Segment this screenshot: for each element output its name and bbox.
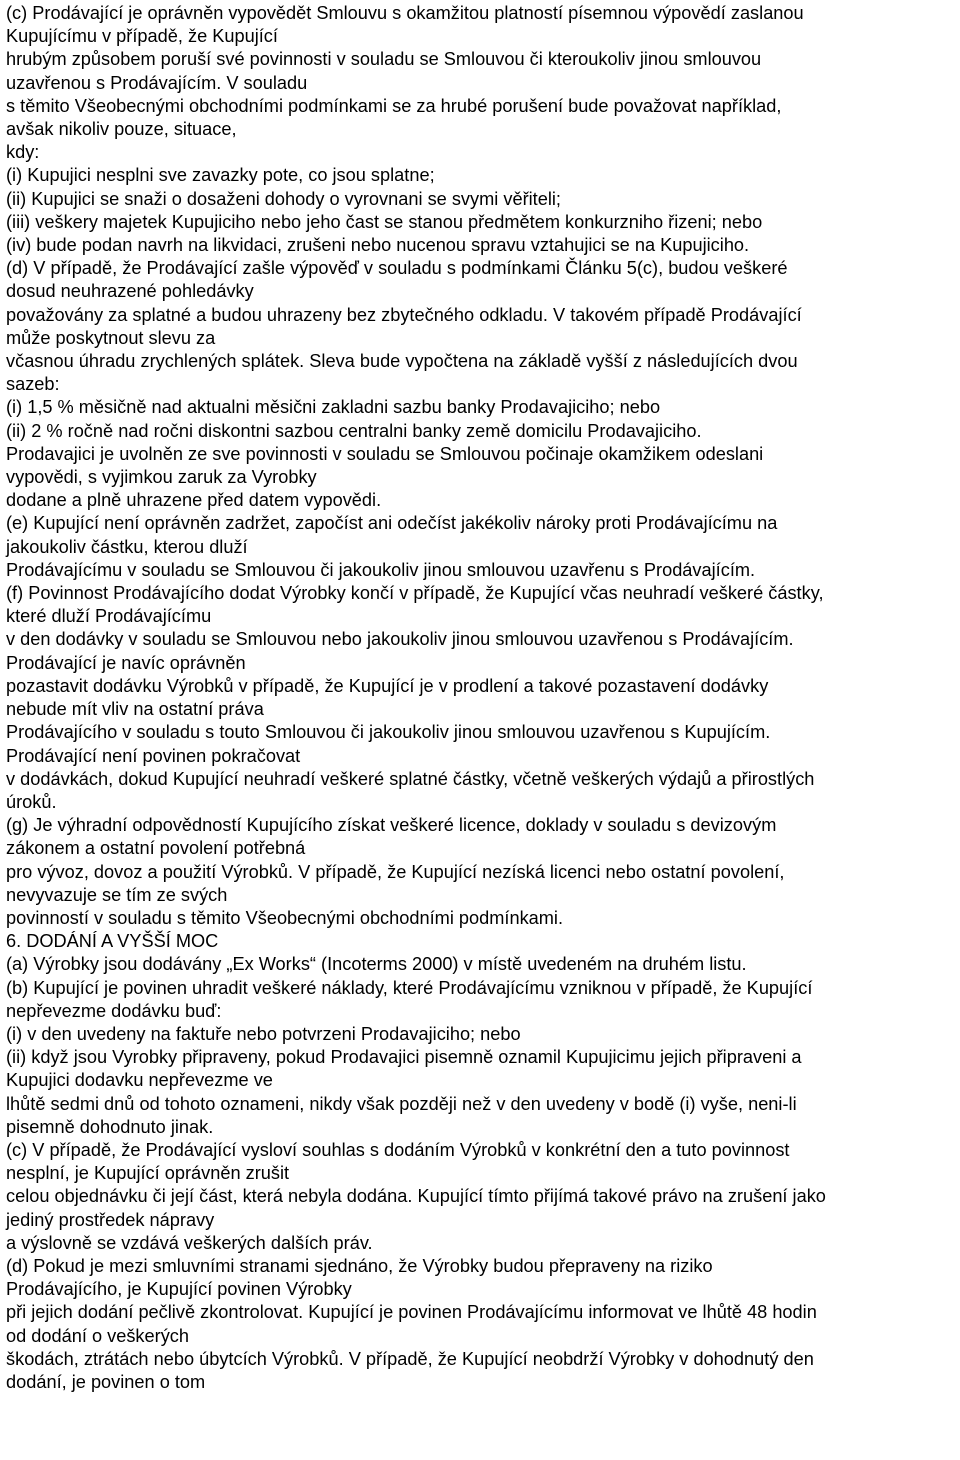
text-line: může poskytnout slevu za [6, 327, 216, 348]
text-line: s těmito Všeobecnými obchodními podmínkami se za hrubé porušení bude považovat například, [6, 95, 782, 116]
text-line: Prodávajícího, je Kupující povinen Výrobky [6, 1279, 352, 1300]
text-line: nepřevezme dodávku buď: [6, 1000, 222, 1021]
text-line: (f) Povinnost Prodávajícího dodat Výrobky končí v případě, že Kupující včas neuhradí veškeré částky, [6, 583, 824, 604]
text-line: jediný prostředek nápravy [6, 1209, 215, 1230]
text-line: které dluží Prodávajícímu [6, 606, 212, 627]
text-line: považovány za splatné a budou uhrazeny bez zbytečného odkladu. V takovém případě Prodávající [6, 304, 802, 325]
text-line: dosud neuhrazené pohledávky [6, 281, 254, 302]
text-line: povinností v souladu s těmito Všeobecnými obchodními podmínkami. [6, 907, 564, 928]
text-line: v dodávkách, dokud Kupující neuhradí veškeré splatné částky, včetně veškerých výdajů a přirostlých [6, 768, 815, 789]
text-line: (ii) když jsou Vyrobky připraveny, pokud Prodavajici pisemně oznamil Kupujicimu jejich připraveni a [6, 1047, 802, 1068]
text-line: hrubým způsobem poruší své povinnosti v souladu se Smlouvou či kteroukoliv jinou smlouvou [6, 49, 762, 70]
text-line: sazeb: [6, 374, 60, 395]
text-line: lhůtě sedmi dnů od tohoto oznameni, nikdy však později než v den uvedeny v bodě (i) vyše, neni-li [6, 1093, 797, 1114]
text-line: (c) V případě, že Prodávající vysloví souhlas s dodáním Výrobků v konkrétní den a tuto povinnost [6, 1139, 790, 1160]
text-line: Prodávajícímu v souladu se Smlouvou či jakoukoliv jinou smlouvou uzavřenu s Prodávajícím. [6, 559, 756, 580]
text-line: škodách, ztrátách nebo úbytcích Výrobků. V případě, že Kupující neobdrží Výrobky v dohodnutý den [6, 1348, 814, 1369]
text-line: Kupujícímu v případě, že Kupující [6, 26, 278, 47]
text-line: pisemně dohodnuto jinak. [6, 1116, 214, 1137]
text-line: (ii) Kupujici se snaži o dosaženi dohody o vyrovnani se svymi věřiteli; [6, 188, 561, 209]
text-line: celou objednávku či její část, která nebyla dodána. Kupující tímto přijímá takové právo na zrušení jako [6, 1186, 826, 1207]
text-line: (iii) veškery majetek Kupujiciho nebo jeho čast se stanou předmětem konkurzniho řizeni; nebo [6, 211, 763, 232]
text-line: kdy: [6, 142, 40, 163]
text-line: Prodavajici je uvolněn ze sve povinnosti v souladu se Smlouvou počinaje okamžikem odeslani [6, 443, 764, 464]
text-line: avšak nikoliv pouze, situace, [6, 119, 237, 140]
text-line: uzavřenou s Prodávajícím. V souladu [6, 72, 308, 93]
text-line: Prodávající není povinen pokračovat [6, 745, 301, 766]
text-line: od dodání o veškerých [6, 1325, 190, 1346]
text-line: Prodávajícího v souladu s touto Smlouvou či jakoukoliv jinou smlouvou uzavřenou s Kupujícím. [6, 722, 771, 743]
text-line: úroků. [6, 791, 57, 812]
text-line: zákonem a ostatní povolení potřebná [6, 838, 306, 859]
text-line: nebude mít vliv na ostatní práva [6, 699, 264, 720]
text-line: (e) Kupující není oprávněn zadržet, započíst ani odečíst jakékoliv nároky proti Prodávajícímu na [6, 513, 778, 534]
document-body [6, 2, 954, 1394]
text-line: (d) Pokud je mezi smluvními stranami sjednáno, že Výrobky budou přepraveny na riziko [6, 1255, 713, 1276]
text-line: (d) V případě, že Prodávající zašle výpověď v souladu s podmínkami Článku 5(c), budou veškeré [6, 258, 788, 279]
text-line: pozastavit dodávku Výrobků v případě, že Kupující je v prodlení a takové pozastavení dodávky [6, 675, 769, 696]
text-line: Prodávající je navíc oprávněn [6, 652, 246, 673]
text-line: v den dodávky v souladu se Smlouvou nebo jakoukoliv jinou smlouvou uzavřenou s Prodávajícím. [6, 629, 794, 650]
text-line: nesplní, je Kupující oprávněn zrušit [6, 1163, 290, 1184]
text-line: včasnou úhradu zrychlených splátek. Sleva bude vypočtena na základě vyšší z následujících dvou [6, 351, 798, 372]
text-line: pro vývoz, dovoz a použití Výrobků. V případě, že Kupující nezíská licenci nebo ostatní povolení, [6, 861, 785, 882]
text-line: Kupujici dodavku nepřevezme ve [6, 1070, 273, 1091]
text-line: nevyvazuje se tím ze svých [6, 884, 228, 905]
text-line: dodání, je povinen o tom [6, 1371, 206, 1392]
text-line: (b) Kupující je povinen uhradit veškeré náklady, které Prodávajícímu vzniknou v případě, že Kupující [6, 977, 813, 998]
text-line: a výslovně se vzdává veškerých dalších práv. [6, 1232, 373, 1253]
text-line: (a) Výrobky jsou dodávány „Ex Works“ (Incoterms 2000) v místě uvedeném na druhém listu. [6, 954, 747, 975]
text-line: při jejich dodání pečlivě zkontrolovat. Kupující je povinen Prodávajícímu informovat ve lhůtě 48 hodin [6, 1302, 817, 1323]
text-line: jakoukoliv částku, kterou dluží [6, 536, 248, 557]
text-line: 6. DODÁNÍ A VYŠŠÍ MOC [6, 931, 219, 952]
text-line: (c) Prodávající je oprávněn vypovědět Smlouvu s okamžitou platností písemnou výpovědí zaslanou [6, 3, 804, 23]
text-line: (g) Je výhradní odpovědností Kupujícího získat veškeré licence, doklady v souladu s devizovým [6, 815, 777, 836]
text-line: (i) 1,5 % měsičně nad aktualni měsični zakladni sazbu banky Prodavajiciho; nebo [6, 397, 661, 418]
text-line: dodane a plně uhrazene před datem vypovědi. [6, 490, 382, 511]
text-line: vypovědi, s vyjimkou zaruk za Vyrobky [6, 467, 317, 488]
text-line: (i) Kupujici nesplni sve zavazky pote, co jsou splatne; [6, 165, 435, 186]
text-line: (i) v den uvedeny na faktuře nebo potvrzeni Prodavajiciho; nebo [6, 1023, 521, 1044]
text-line: (iv) bude podan navrh na likvidaci, zrušeni nebo nucenou spravu vztahujici se na Kupujiciho. [6, 235, 750, 256]
text-line: (ii) 2 % ročně nad ročni diskontni sazbou centralni banky země domicilu Prodavajiciho. [6, 420, 702, 441]
